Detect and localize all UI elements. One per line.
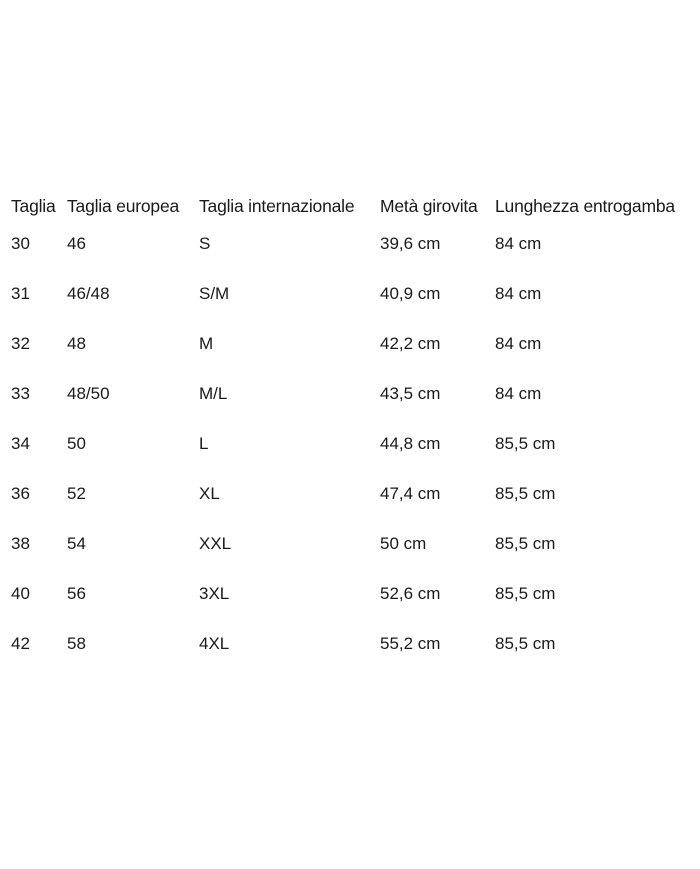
cell-taglia-europea: 48/50	[67, 384, 110, 403]
cell-lunghezza-entrogamba: 85,5 cm	[495, 434, 556, 453]
cell-taglia-internazionale: M	[199, 334, 214, 353]
cell-taglia: 31	[11, 284, 30, 303]
header-taglia: Taglia	[11, 196, 56, 216]
size-chart-table	[0, 188, 700, 676]
cell-taglia: 42	[11, 634, 30, 653]
cell-meta-girovita: 44,8 cm	[380, 434, 441, 453]
cell-taglia-europea: 52	[67, 484, 86, 503]
header-lunghezza-entrogamba: Lunghezza entrogamba	[495, 196, 675, 216]
cell-lunghezza-entrogamba: 85,5 cm	[495, 484, 556, 503]
cell-meta-girovita: 50 cm	[380, 534, 427, 553]
cell-taglia-internazionale: S	[199, 234, 211, 253]
cell-lunghezza-entrogamba: 84 cm	[495, 384, 542, 403]
table-row	[0, 276, 700, 326]
cell-taglia-europea: 46	[67, 234, 86, 253]
table-row	[0, 626, 700, 676]
cell-meta-girovita: 40,9 cm	[380, 284, 441, 303]
cell-taglia-internazionale: 3XL	[199, 584, 230, 603]
cell-meta-girovita: 39,6 cm	[380, 234, 441, 253]
cell-meta-girovita: 42,2 cm	[380, 334, 441, 353]
cell-taglia-internazionale: XL	[199, 484, 220, 503]
table-row	[0, 576, 700, 626]
cell-meta-girovita: 43,5 cm	[380, 384, 441, 403]
cell-taglia: 36	[11, 484, 30, 503]
cell-lunghezza-entrogamba: 85,5 cm	[495, 534, 556, 553]
cell-taglia-europea: 46/48	[67, 284, 110, 303]
cell-taglia-internazionale: XXL	[199, 534, 232, 553]
cell-taglia: 40	[11, 584, 30, 603]
table-row	[0, 476, 700, 526]
table-row	[0, 526, 700, 576]
table-row	[0, 326, 700, 376]
cell-taglia-internazionale: 4XL	[199, 634, 230, 653]
table-row	[0, 376, 700, 426]
cell-lunghezza-entrogamba: 84 cm	[495, 334, 542, 353]
cell-lunghezza-entrogamba: 84 cm	[495, 234, 542, 253]
cell-meta-girovita: 47,4 cm	[380, 484, 441, 503]
cell-taglia-europea: 56	[67, 584, 86, 603]
table-row	[0, 426, 700, 476]
header-taglia-europea: Taglia europea	[67, 196, 180, 216]
cell-taglia-internazionale: L	[199, 434, 209, 453]
header-taglia-internazionale: Taglia internazionale	[199, 196, 355, 216]
cell-taglia-europea: 54	[67, 534, 86, 553]
cell-meta-girovita: 55,2 cm	[380, 634, 441, 653]
cell-taglia: 33	[11, 384, 30, 403]
cell-taglia: 30	[11, 234, 30, 253]
cell-lunghezza-entrogamba: 85,5 cm	[495, 584, 556, 603]
cell-taglia-europea: 50	[67, 434, 86, 453]
cell-lunghezza-entrogamba: 85,5 cm	[495, 634, 556, 653]
cell-taglia: 34	[11, 434, 30, 453]
cell-taglia: 32	[11, 334, 30, 353]
cell-taglia-europea: 48	[67, 334, 86, 353]
table-row	[0, 226, 700, 276]
cell-taglia-internazionale: S/M	[199, 284, 230, 303]
cell-lunghezza-entrogamba: 84 cm	[495, 284, 542, 303]
cell-meta-girovita: 52,6 cm	[380, 584, 441, 603]
cell-taglia: 38	[11, 534, 30, 553]
cell-taglia-internazionale: M/L	[199, 384, 228, 403]
cell-taglia-europea: 58	[67, 634, 86, 653]
table-header-row	[0, 188, 700, 226]
header-meta-girovita: Metà girovita	[380, 196, 478, 216]
